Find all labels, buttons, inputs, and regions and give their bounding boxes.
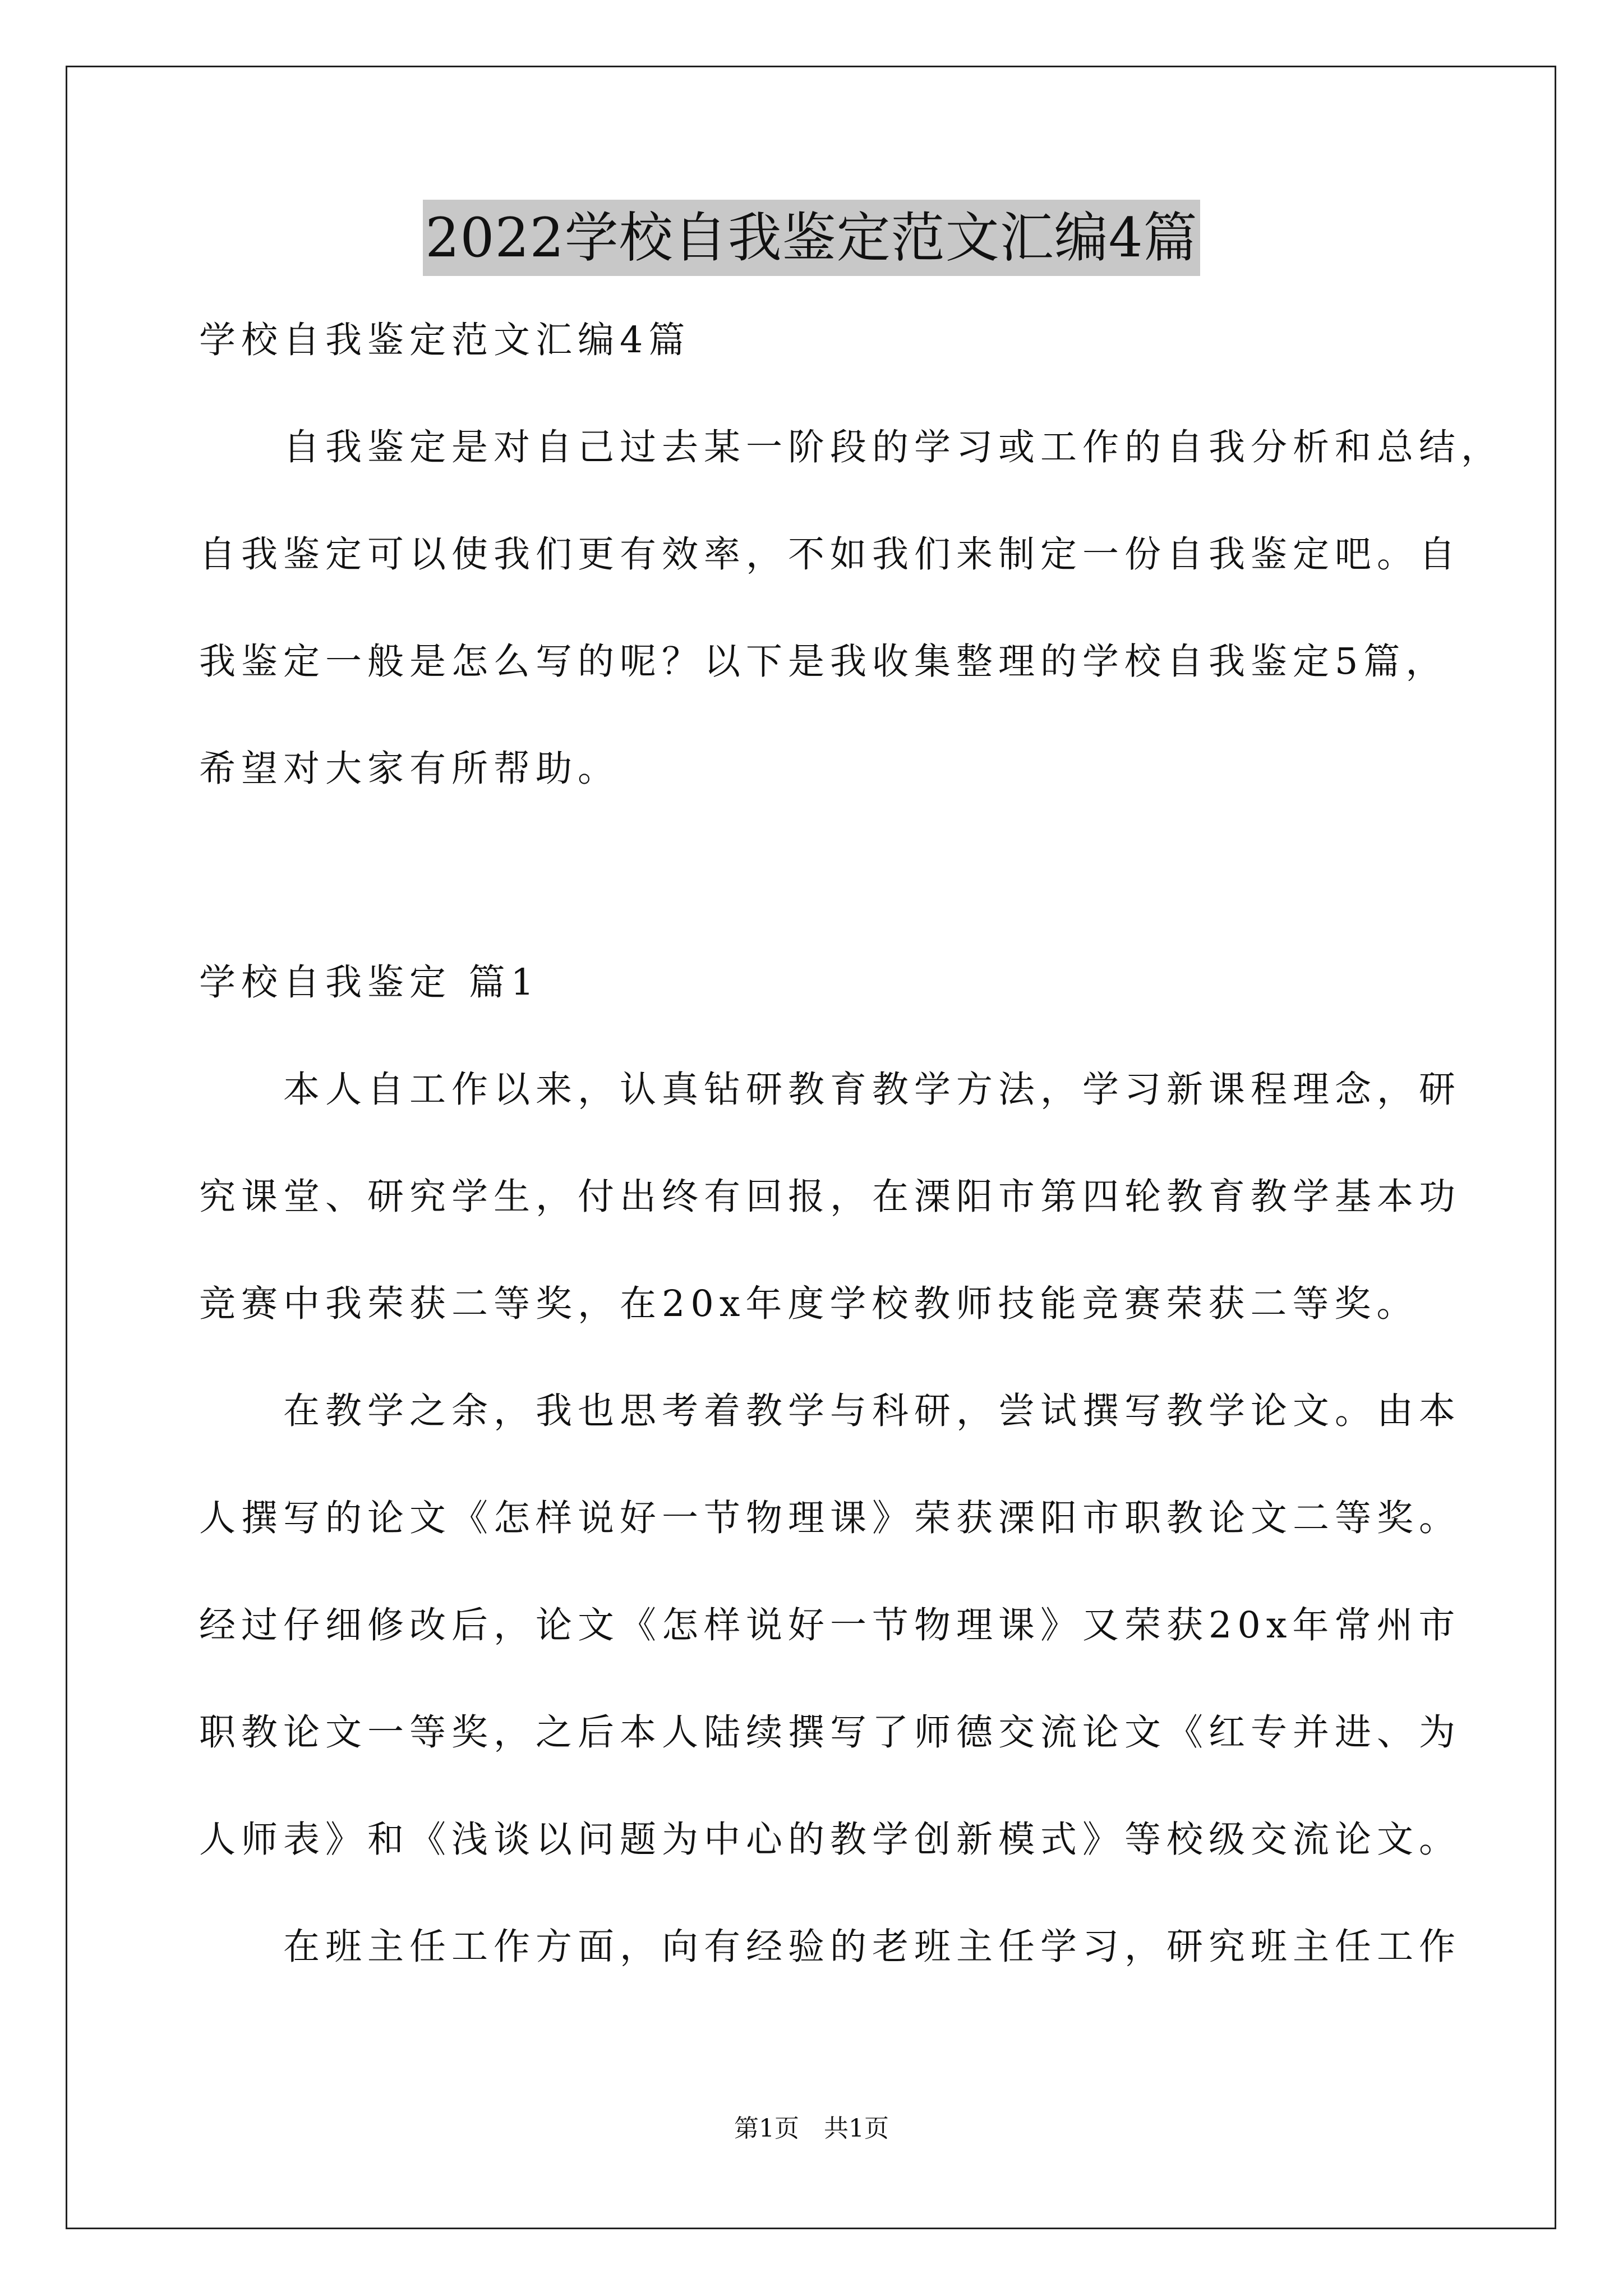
page-footer: 第1页 共1页 bbox=[734, 2114, 889, 2143]
text-line-14: 在班主任工作方面，向有经验的老班主任学习，研究班主任工作 bbox=[199, 1926, 1461, 1968]
document-title: 2022学校自我鉴定范文汇编4篇 bbox=[423, 200, 1200, 276]
title-container bbox=[0, 200, 1623, 276]
text-line-3: 我鉴定一般是怎么写的呢？以下是我收集整理的学校自我鉴定5篇， bbox=[199, 641, 1448, 683]
page-border bbox=[66, 66, 1556, 2229]
text-line-6: 本人自工作以来，认真钻研教育教学方法，学习新课程理念，研 bbox=[199, 1069, 1461, 1111]
text-line-11: 经过仔细修改后，论文《怎样说好一节物理课》又荣获20x年常州市 bbox=[199, 1604, 1461, 1646]
text-line-12: 职教论文一等奖，之后本人陆续撰写了师德交流论文《红专并进、为 bbox=[199, 1711, 1461, 1754]
text-line-8: 竞赛中我荣获二等奖，在20x年度学校教师技能竞赛荣获二等奖。 bbox=[199, 1283, 1419, 1325]
text-line-9: 在教学之余，我也思考着教学与科研，尝试撰写教学论文。由本 bbox=[199, 1390, 1461, 1432]
text-line-1: 自我鉴定是对自己过去某一阶段的学习或工作的自我分析和总结， bbox=[199, 426, 1504, 468]
text-line-2: 自我鉴定可以使我们更有效率，不如我们来制定一份自我鉴定吧。自 bbox=[199, 533, 1461, 576]
document-subtitle: 学校自我鉴定范文汇编4篇 bbox=[199, 319, 691, 361]
text-line-13: 人师表》和《浅谈以问题为中心的教学创新模式》等校级交流论文。 bbox=[199, 1819, 1461, 1861]
text-line-10: 人撰写的论文《怎样说好一节物理课》荣获溧阳市职教论文二等奖。 bbox=[199, 1497, 1461, 1539]
text-line-4: 希望对大家有所帮助。 bbox=[199, 748, 620, 790]
text-line-7: 究课堂、研究学生，付出终有回报，在溧阳市第四轮教育教学基本功 bbox=[199, 1176, 1461, 1218]
section-heading: 学校自我鉴定 篇1 bbox=[199, 961, 540, 1004]
